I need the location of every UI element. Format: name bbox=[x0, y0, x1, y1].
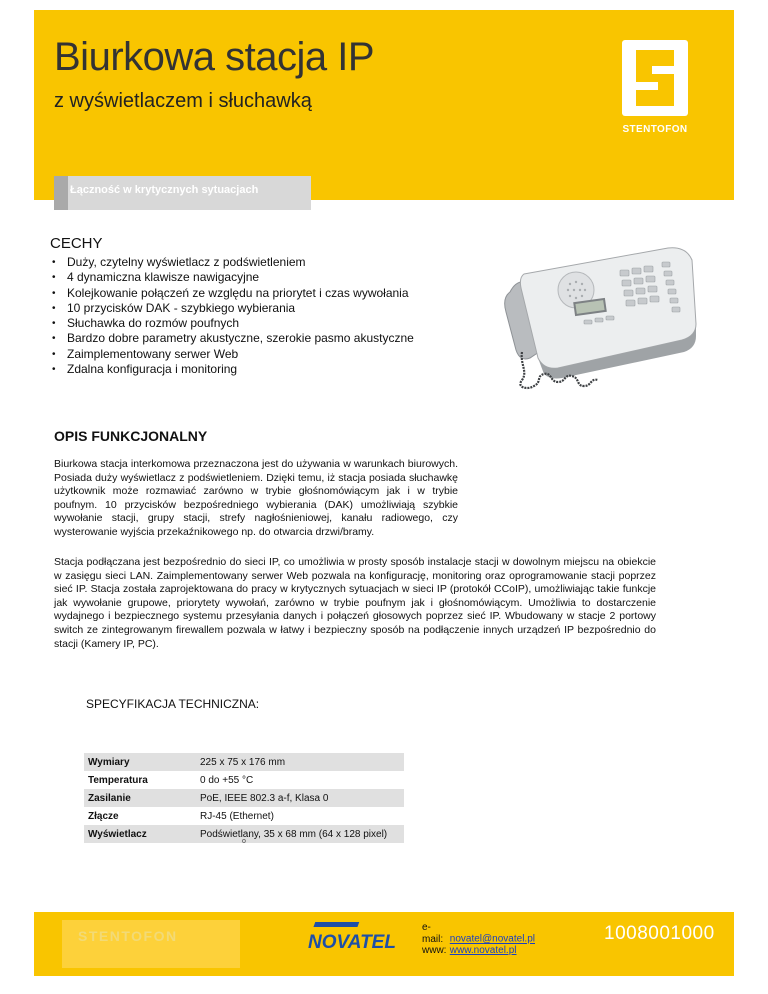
spec-key: Temperatura bbox=[88, 774, 148, 786]
feature-item: • Zaimplementowany serwer Web bbox=[50, 347, 414, 362]
specs-heading: SPECYFIKACJA TECHNICZNA: bbox=[86, 697, 260, 711]
features-heading: CECHY bbox=[50, 235, 103, 252]
spec-key: Wymiary bbox=[84, 753, 196, 771]
functional-heading: OPIS FUNKCJONALNY bbox=[54, 428, 208, 444]
logo-wordmark: STENTOFON bbox=[622, 124, 688, 135]
specs-table bbox=[84, 753, 404, 843]
functional-paragraph-1: Biurkowa stacja interkomowa przeznaczona jest do używania w warunkach biurowych. Posiada duży wyświetlacz z podświetleniem. Dzięki temu, iż stacja posiada słuchawkę użytkownik może rozmawiać zarówno w trybie głośnomówiącym jak i w trybie poufnym. 10 przycisków bezpośredniego wybierania (DAK) umożliwiają szybkie wywołanie stacji, grupy stacji, strefy nagłośnieniowej, kanału radiowego, czy wysterowanie wyjścia przekaźnikowego np. do otwarcia drzwi/bramy. bbox=[54, 458, 458, 538]
feature-item: • 4 dynamiczna klawisze nawigacyjne bbox=[50, 270, 414, 285]
table-row bbox=[84, 789, 404, 807]
www-link[interactable]: www.novatel.pl bbox=[449, 945, 517, 956]
feature-item: • Kolejkowanie połączeń ze względu na priorytet i czas wywołania bbox=[50, 286, 414, 301]
tagline-text: Łączność w krytycznych sytuacjach bbox=[70, 184, 259, 196]
feature-item: • Bardzo dobre parametry akustyczne, szerokie pasmo akustyczne bbox=[50, 331, 414, 346]
desk-station-illustration bbox=[472, 240, 704, 398]
footer-banner bbox=[34, 912, 734, 976]
footer-brand-text: STENTOFON bbox=[78, 928, 178, 944]
functional-paragraph-2: Stacja podłączana jest bezpośrednio do sieci IP, co umożliwia w prosty sposób instalacje stacji w dowolnym miejscu na obiekcie w zasięgu sieci LAN. Zaimplementowany serwer Web pozwala na konfigurację, monitoring oraz oprogramowanie stacji poprzez sieć IP. Stacja została zaprojektowana do pracy w krytycznych sytuacjach w sieci IP (protokół CCoIP), umożliwiając takie funkcje jak wywołanie grupowe, priorytety wywołań, zarówno w trybie poufnym jak i głośnomówiącym. Umożliwia to dostarczenie wydajnego i bezpiecznego systemu przesyłania danych i połączeń głosowych poprzez sieć IP. Wbudowany w stacje 2 portowy switch ze zintegrowanym firewallem pozwala w łatwy i bezpieczny sposób na podłączenie innych urządzeń IP bezpośrednio do stacji (Kamery IP, PC). bbox=[54, 556, 656, 650]
contact-block bbox=[422, 922, 535, 957]
spec-key: Wyświetlacz bbox=[84, 825, 196, 843]
header-banner bbox=[34, 10, 734, 200]
tagline-tab bbox=[54, 176, 311, 210]
spec-value: RJ-45 (Ethernet) bbox=[200, 810, 274, 822]
email-link[interactable]: novatel@novatel.pl bbox=[449, 933, 535, 945]
email-label: e-mail: bbox=[422, 922, 444, 945]
spec-value: Podświetlany, 35 x 68 mm (64 x 128 pixel) bbox=[196, 825, 404, 843]
product-code: 1008001000 bbox=[604, 923, 715, 944]
novatel-logo bbox=[306, 920, 398, 954]
table-row bbox=[84, 753, 404, 771]
stentofon-logo bbox=[612, 32, 698, 144]
www-label: www: bbox=[422, 945, 447, 956]
email-line bbox=[422, 922, 535, 945]
spec-value: PoE, IEEE 802.3 a-f, Klasa 0 bbox=[196, 789, 404, 807]
table-row bbox=[84, 807, 404, 825]
page-title: Biurkowa stacja IP bbox=[54, 35, 375, 79]
feature-item: • Słuchawka do rozmów poufnych bbox=[50, 316, 414, 331]
stentofon-emblem-icon bbox=[622, 40, 688, 116]
novatel-logo-text: NOVATEL bbox=[308, 932, 396, 953]
product-photo bbox=[472, 240, 704, 398]
spec-value: 225 x 75 x 176 mm bbox=[196, 753, 404, 771]
features-section bbox=[50, 235, 414, 377]
spec-value: 0 do +55 °C bbox=[200, 774, 254, 786]
features-list bbox=[50, 255, 414, 377]
feature-item: • Duży, czytelny wyświetlacz z podświetleniem bbox=[50, 255, 414, 270]
feature-item: • Zdalna konfiguracja i monitoring bbox=[50, 362, 414, 377]
www-line bbox=[422, 945, 535, 957]
page-subtitle: z wyświetlaczem i słuchawką bbox=[54, 90, 312, 112]
spec-key: Zasilanie bbox=[84, 789, 196, 807]
spec-note: o bbox=[242, 838, 246, 845]
spec-key: Złącze bbox=[88, 810, 119, 822]
table-row bbox=[84, 771, 404, 789]
feature-item: • 10 przycisków DAK - szybkiego wybierania bbox=[50, 301, 414, 316]
